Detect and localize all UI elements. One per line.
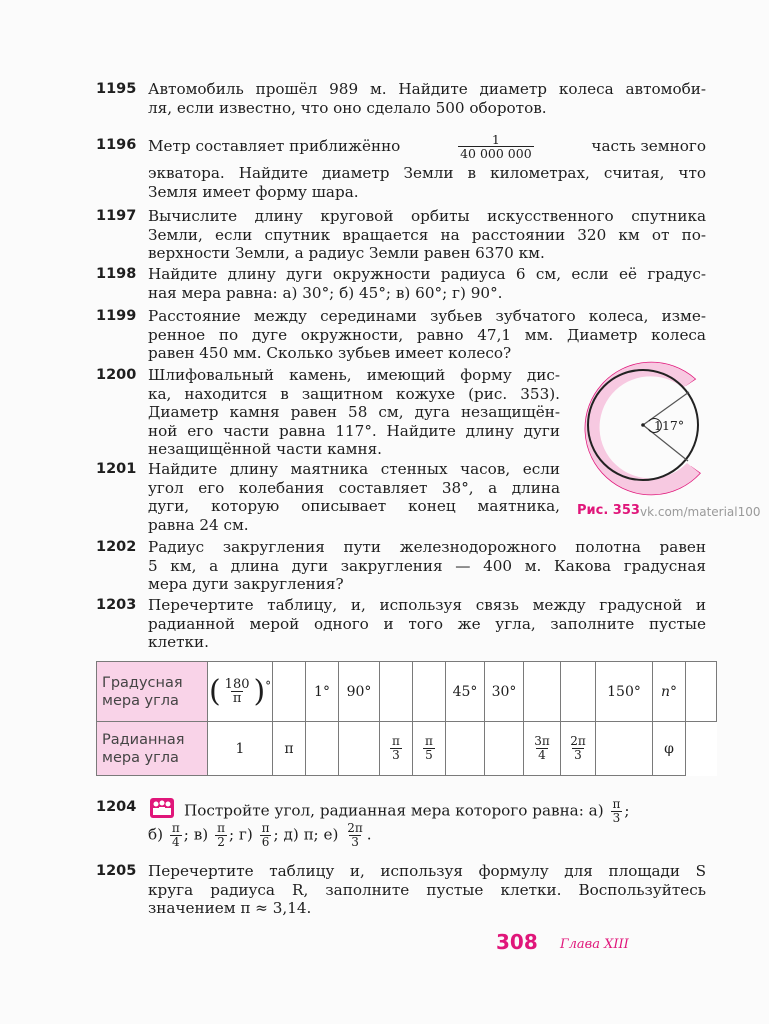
fraction-denominator: 2 — [217, 835, 225, 849]
problem-line: ной его части равна 117°. Найдите длину дуги — [148, 421, 560, 440]
problem-line: равен 450 мм. Сколько зубьев имеет колесо? — [148, 344, 512, 362]
problem-line: Диаметр камня равен 58 см, дуга незащищён- — [148, 403, 560, 421]
page-number: 308 — [496, 930, 538, 954]
problem-line: равна 24 см. — [148, 515, 249, 534]
fraction-numerator: 1 — [491, 131, 500, 147]
fraction-denominator: 6 — [261, 835, 270, 849]
problem-number: 1204 — [96, 799, 137, 815]
problem-number: 1200 — [96, 367, 137, 383]
fraction-denominator: 3 — [612, 811, 621, 825]
problem-line: ренное по дуге окружности, равно 47,1 мм. Диаметр колеса — [148, 325, 706, 344]
watermark: vk.com/material100 — [640, 505, 761, 519]
header-line: Градусная — [102, 674, 183, 691]
fraction — [423, 735, 435, 762]
problem-line: Перечертите таблицу, и, используя связь между градусной и — [148, 596, 706, 614]
problem-line: 5 км, а длина дуги закругления — 400 м. Какова градусная — [148, 556, 706, 575]
paren-left: ( — [208, 674, 221, 709]
table-cell: π — [273, 722, 306, 776]
fraction — [260, 822, 272, 849]
textbook-page: 1195 Автомобиль прошёл 989 м. Найдите диаметр колеса автомоби- ля, если известно, что оно сделало 500 оборотов. 1196 Метр составляет приближённо $\frac{1}{40 000 000}$ часть земного экватора. Найдите диаметр Земли в километрах, считая, что Земля имеет форму шара. 1197 Вычислите длину круговой орбиты искусственного спутника Земли, если спутник вращается на расстоянии 320 км от по- верхности Земли, а радиус Земли равен 6370 км. 1198 Найдите длину дуги окружности радиуса 6 см, если её градус- ная мера равна: а) 30°; б) 45°; в) 60°; г) 90°. 1199 Расстояние между серединами зубьев зубчатого колеса, изме- ренное по дуге окружности, равно 47,1 мм. Диаметр колеса равен 450 мм. Сколько зубьев имеет колесо? 1200 Шлифовальный камень, имеющий форму дис- ка, находится в защитном кожухе (рис. 353). Диаметр камня равен 58 см, дуга незащищён- ной его части равна 117°. Найдите длину дуги незащищённой части камня. 1201 Найдите длину маятника стенных часов, если угол его колебания составляет 38°, а длина дуги, которую описывает конец маятника, равна 24 см. 117° Рис. 353 vk.com/material100 1202 Радиус закругления пути железнодорожного полотна равен 5 км, а длина дуги закругления — 400 м. Какова градусная мера дуги закругления? 1203 Перечертите таблицу, и, используя связь между градусной и радианной мерой одного и того же угла, заполните пустые клетки. Градусная мера угла ( $\frac{180}{\pi}$ )° 1° 90° 45° 30° 150° n° Радианная мера угла 1 π $\frac{\pi}{3}$ $\frac{\pi}{5}$ $\frac{3\pi}{4}$ $\frac{2\pi}{3}$ φ 1204 Постройте угол, радианная мера которого равна: а) $\frac{\pi}{3}$ ; б) $\frac{\pi}{4}$ ; в) $\frac{\pi}{2}$ ; г) $\frac{\pi}{6}$ ; д) π; е) $\frac{2\pi}{3}$ . 1205 Перечертите таблицу и, используя формулу для площади S круга радиуса R, заполните пустые клетки. Воспользуйтесь значением π ≈ 3,14. 308 Глава XIII — [96, 80, 761, 954]
table-cell: n° — [653, 662, 686, 722]
problem-line: ка, находится в защитном кожухе (рис. 353). — [148, 384, 560, 403]
problem-line: экватора. Найдите диаметр Земли в километрах, считая, что — [148, 164, 706, 182]
table-cell — [686, 662, 717, 722]
problem-line: Расстояние между серединами зубьев зубчатого колеса, изме- — [148, 307, 706, 325]
chapter-label: Глава XIII — [560, 937, 629, 952]
degree-sign: ° — [265, 678, 272, 693]
problem-number: 1196 — [96, 137, 137, 153]
problem-line: незащищённой части камня. — [148, 440, 382, 458]
header-line: Радианная — [102, 731, 185, 748]
problem-line: Перечертите таблицу и, используя формулу для площади S — [148, 862, 706, 880]
problem-number: 1198 — [96, 266, 137, 282]
problem-line: Найдите длину маятника стенных часов, если — [148, 460, 560, 478]
problem-number: 1202 — [96, 539, 137, 555]
table-header-cell — [97, 662, 208, 722]
problem-line: радианной мерой одного и того же угла, заполните пустые — [148, 614, 706, 633]
table-header-cell — [97, 722, 208, 776]
problem-number: 1203 — [96, 597, 137, 613]
table-cell — [561, 722, 596, 776]
group-work-icon — [150, 798, 174, 818]
problem-line: Вычислите длину круговой орбиты искусственного спутника — [148, 207, 706, 225]
table-cell: 1° — [306, 662, 339, 722]
problem-line: Найдите длину дуги окружности радиуса 6 см, если её градус- — [148, 265, 706, 283]
fraction — [611, 798, 623, 825]
fraction-denominator: π — [232, 691, 242, 706]
table-cell — [413, 662, 446, 722]
problem-line: мера дуги закругления? — [148, 575, 344, 593]
problem-line: клетки. — [148, 633, 209, 651]
problem-line: верхности Земли, а радиус Земли равен 6370 км. — [148, 244, 545, 262]
problem-text: Постройте угол, радианная мера которого равна: а) — [184, 801, 604, 820]
fraction-denominator: 4 — [538, 748, 546, 762]
problem-number: 1201 — [96, 461, 137, 477]
problem-number: 1205 — [96, 863, 137, 879]
problem-line: Автомобиль прошёл 989 м. Найдите диаметр колеса автомоби- — [148, 80, 706, 98]
fraction-numerator: π — [261, 821, 270, 835]
fraction-denominator: 3 — [574, 748, 582, 762]
fraction — [345, 822, 365, 849]
header-line: мера угла — [102, 749, 179, 766]
fraction-denominator: 40 000 000 — [460, 145, 532, 161]
table-cell — [273, 662, 306, 722]
problem-line: ля, если известно, что оно сделало 500 оборотов. — [148, 98, 547, 117]
fraction-numerator: π — [392, 734, 400, 748]
problem-number: 1197 — [96, 208, 137, 224]
figure-caption: Рис. 353 — [577, 503, 640, 518]
fraction — [532, 735, 552, 762]
problem-text: в) — [193, 825, 209, 844]
table-cell: 150° — [596, 662, 653, 722]
fraction-numerator: π — [171, 821, 180, 835]
fraction — [458, 133, 534, 160]
table-cell — [380, 662, 413, 722]
fraction-numerator: π — [217, 821, 225, 835]
table-cell — [446, 722, 485, 776]
fraction-numerator: π — [612, 797, 621, 811]
problem-line: круга радиуса R, заполните пустые клетки. Воспользуйтесь — [148, 880, 706, 899]
angle-label: 117° — [654, 418, 685, 433]
table-row-degrees — [97, 662, 717, 722]
table-cell — [413, 722, 446, 776]
fraction — [390, 735, 402, 762]
fraction-denominator: 3 — [351, 835, 359, 849]
table-cell — [524, 722, 561, 776]
table-cell — [561, 662, 596, 722]
problem-text: часть земного — [591, 136, 706, 155]
fraction-numerator: 3π — [534, 734, 550, 748]
problem-number: 1195 — [96, 81, 137, 97]
fraction-numerator: 2π — [570, 734, 586, 748]
problem-text: г) — [238, 825, 253, 844]
table-cell — [380, 722, 413, 776]
fraction — [170, 822, 182, 849]
problem-text: б) — [148, 825, 164, 844]
fraction-numerator: π — [425, 734, 433, 748]
table-cell — [306, 722, 339, 776]
problem-number: 1199 — [96, 308, 137, 324]
degree-radian-table — [96, 661, 717, 776]
fraction-denominator: 5 — [425, 748, 433, 762]
problem-line: дуги, которую описывает конец маятника, — [148, 497, 560, 515]
fraction-denominator: 4 — [172, 835, 180, 849]
table-cell — [208, 662, 273, 722]
fraction-numerator: 180 — [224, 677, 250, 692]
problem-text: Метр составляет приближённо — [148, 136, 401, 155]
problem-line: Шлифовальный камень, имеющий форму дис- — [148, 366, 560, 384]
fraction — [223, 678, 252, 705]
table-cell — [596, 722, 653, 776]
header-line: мера угла — [102, 692, 179, 709]
center-point — [641, 423, 645, 427]
fraction-numerator: 2π — [347, 821, 363, 835]
problem-line: Радиус закругления пути железнодорожного полотна равен — [148, 538, 706, 556]
table-cell: 1 — [208, 722, 273, 776]
table-cell — [524, 662, 561, 722]
problem-line: значением π ≈ 3,14. — [148, 899, 312, 917]
fraction — [568, 735, 588, 762]
table-cell — [485, 722, 524, 776]
table-cell: φ — [653, 722, 686, 776]
problem-line: Земли, если спутник вращается на расстоянии 320 км от по- — [148, 225, 706, 244]
table-cell: 90° — [339, 662, 380, 722]
fraction-denominator: 3 — [392, 748, 400, 762]
paren-right: ) — [253, 674, 266, 709]
table-cell: 30° — [485, 662, 524, 722]
problem-text: д) π; е) — [283, 825, 339, 844]
table-row-radians — [97, 722, 717, 776]
grinding-stone-figure — [576, 355, 716, 505]
problem-line: угол его колебания составляет 38°, а длина — [148, 478, 560, 497]
problem-line: Земля имеет форму шара. — [148, 182, 359, 201]
table-cell: 45° — [446, 662, 485, 722]
fraction — [215, 822, 227, 849]
problem-line: ная мера равна: а) 30°; б) 45°; в) 60°; г) 90°. — [148, 283, 503, 302]
table-cell — [339, 722, 380, 776]
